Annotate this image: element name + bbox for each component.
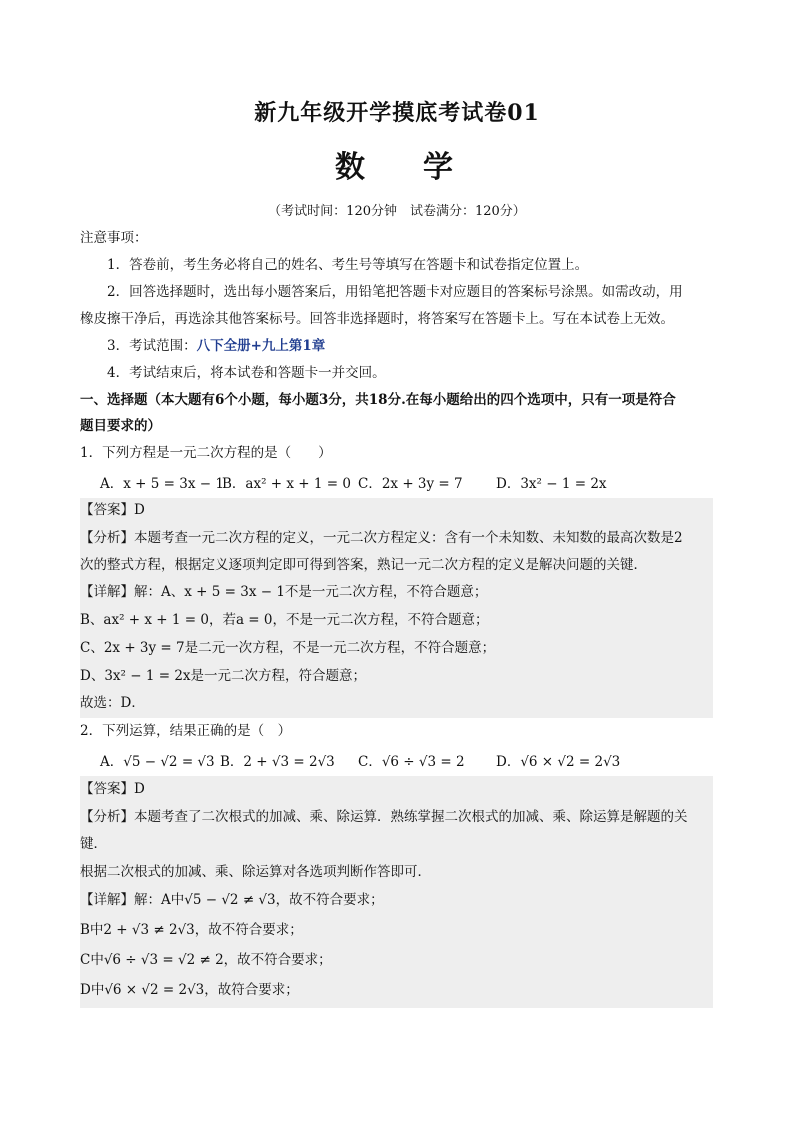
subject-char-2: 学 [423,150,459,185]
q2-analysis-line-1: 【分析】本题考查了二次根式的加减、乘、除运算．熟练掌握二次根式的加减、乘、除运算是解题的关 [80,809,688,825]
q1-options [0,472,794,494]
exam-title: 新九年级开学摸底考试卷01 [254,100,540,126]
section-heading-line-1: 一、选择题（本大题有6个小题，每小题3分，共18分.在每小题给出的四个选项中，只有一项是符合 [80,392,676,408]
q2-detail-d: D中√6 × √2 = 2√3，故符合要求； [80,982,299,998]
q1-option-d: D．3x² − 1 = 2x [496,476,607,492]
q1-analysis-line-1: 【分析】本题考查一元二次方程的定义，一元二次方程定义：含有一个未知数、未知数的最高次数是2 [80,530,683,546]
q2-option-a: A．√5 − √2 = √3 [100,754,215,770]
q2-answer: 【答案】D [80,781,145,797]
q1-detail-c: C、2x + 3y = 7是二元一次方程，不是一元二次方程，不符合题意； [80,640,496,656]
q2-detail-a: 【详解】解：A中√5 − √2 ≠ √3，故不符合要求； [80,892,384,908]
note-4: 4．考试结束后，将本试卷和答题卡一并交回。 [107,365,386,381]
q2-detail-c: C中√6 ÷ √3 = √2 ≠ 2，故不符合要求； [80,952,332,968]
q2-stem: 2．下列运算，结果正确的是（ ） [80,723,292,739]
subject-char-1: 数 [335,150,371,185]
q2-analysis-line-3: 根据二次根式的加减、乘、除运算对各选项判断作答即可． [80,864,431,880]
q2-option-b: B．2 + √3 = 2√3 [220,754,335,770]
q2-analysis-line-2: 键． [80,836,107,852]
section-heading-line-2: 题目要求的） [80,418,161,434]
note-3 [107,336,325,356]
q1-conclusion: 故选：D． [80,695,145,711]
note-2-line-1: 2．回答选择题时，选出每小题答案后，用铅笔把答题卡对应题目的答案标号涂黑。如需改动，用 [107,284,683,300]
q1-option-c: C．2x + 3y = 7 [358,476,463,492]
q1-option-b: B．ax² + x + 1 = 0 [222,476,351,492]
note-3-prefix: 3．考试范围： [107,338,197,354]
exam-time-info: （考试时间：120分钟 试卷满分：120分） [268,204,526,219]
q1-stem: 1．下列方程是一元二次方程的是（ ） [80,445,332,461]
notes-heading: 注意事项： [80,230,148,246]
q1-answer: 【答案】D [80,502,145,518]
q1-option-a: A．x + 5 = 3x − 1 [100,476,224,492]
exam-scope: 八下全册+九上第1章 [196,338,326,354]
q1-analysis-line-2: 次的整式方程，根据定义逐项判定即可得到答案，熟记一元二次方程的定义是解决问题的关键． [80,557,647,573]
note-2-line-2: 橡皮擦干净后，再选涂其他答案标号。回答非选择题时，将答案写在答题卡上。写在本试卷上无效。 [80,311,674,327]
q2-detail-b: B中2 + √3 ≠ 2√3，故不符合要求； [80,922,303,938]
q1-detail-b: B、ax² + x + 1 = 0，若a = 0，不是一元二次方程，不符合题意； [80,612,489,628]
subject-title [0,142,794,186]
q2-option-c: C．√6 ÷ √3 = 2 [358,754,465,770]
q2-option-d: D．√6 × √2 = 2√3 [496,754,621,770]
note-1: 1．答卷前，考生务必将自己的姓名、考生号等填写在答题卡和试卷指定位置上。 [107,257,589,273]
q2-options [0,750,794,772]
q1-detail-d: D、3x² − 1 = 2x是一元二次方程，符合题意； [80,668,367,684]
q1-detail-a: 【详解】解：A、x + 5 = 3x − 1不是一元二次方程，不符合题意； [80,584,488,600]
